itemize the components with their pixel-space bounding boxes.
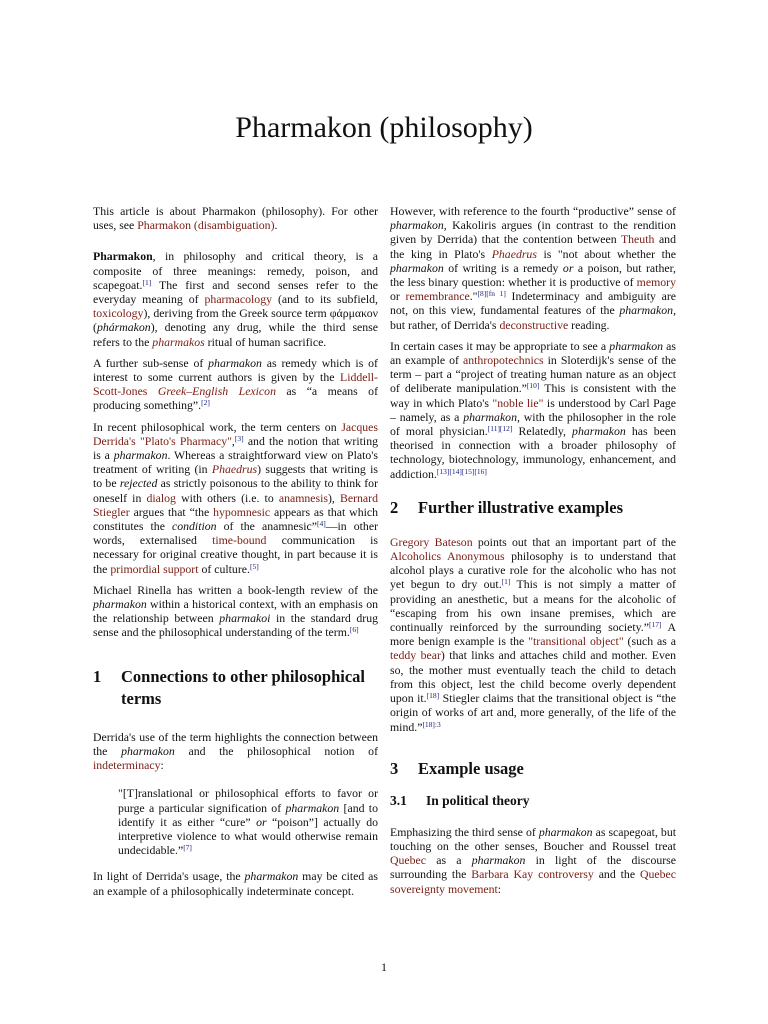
italic: pharmakon xyxy=(121,743,175,758)
text: (and to its subfield, xyxy=(272,292,378,307)
link-dialog[interactable]: dialog xyxy=(146,490,176,505)
text: ritual of human sacrifice. xyxy=(204,334,327,349)
text: ) suggests that writing is to be xyxy=(93,462,379,491)
page-title: Pharmakon (philosophy) xyxy=(235,111,533,144)
text: as “a means of producing something”. xyxy=(93,384,379,413)
italic: pharmakon xyxy=(609,338,664,353)
link-toxicology[interactable]: toxicology xyxy=(93,306,144,321)
text: within a historical context, with an emphasis on the relationship between xyxy=(93,597,378,626)
text: ), deriving from the Greek source term φάρμακον ( xyxy=(93,306,378,335)
italic: pharmakon xyxy=(390,218,444,233)
link-anthropotechnics[interactable]: anthropotechnics xyxy=(463,353,544,368)
text: as an example of xyxy=(390,338,677,368)
text: in Sloterdijk's sense of the term – part a “project of treating human nature as an object of deliberate manipulation.” xyxy=(390,353,676,396)
paragraph-anthropotechnics xyxy=(390,339,676,481)
link-lsj[interactable]: Liddell-Scott-Jones xyxy=(93,370,378,399)
link-noble-lie[interactable]: "noble lie" xyxy=(492,395,544,410)
link-memory[interactable]: memory xyxy=(636,275,676,290)
link-transitional-object[interactable]: "transitional object" xyxy=(528,634,624,649)
text: or xyxy=(390,289,400,304)
text: A more benign example is the xyxy=(390,620,676,649)
text: in the standard drug sense and the philosophical understanding of the term. xyxy=(93,611,379,640)
italic: pharmakon xyxy=(285,800,340,815)
text: communication is necessary for original creative thought, in part because it is the xyxy=(93,533,378,576)
text: as remedy which is of interest to some current authors is given by the xyxy=(93,355,378,385)
italic: condition xyxy=(172,519,217,534)
link-disambiguation[interactable]: Pharmakon (disambiguation) xyxy=(137,218,275,233)
italic: pharmakon xyxy=(93,597,147,612)
paragraph-rinella xyxy=(93,583,378,640)
link-hypomnesic[interactable]: hypomnesic xyxy=(213,504,271,519)
text: and the king in Plato's xyxy=(390,232,676,261)
section-heading-3 xyxy=(390,758,676,780)
ref-2[interactable]: [2] xyxy=(201,398,210,408)
text: Derrida's use of the term highlights the connection between the xyxy=(93,729,378,758)
subsection-heading-3-1 xyxy=(390,792,676,809)
paragraph-derrida: In recent philosophical work, the term centers on Jacques Derrida's "Plato's Pharmacy",[3] and the notion that writing is a pharmakon. Whereas a straightforward view on Plato's treatment of writing (in Phaedrus) suggests that writing is to be rejected as strictly poisonous to the ability to think for oneself in dialog with others (i.e. to anamnesis), Bernard Stiegler argues that “the hypomnesic appears as that which constitutes the condition of the anamnesic”[4]—in other words, externalised time-bound communication is necessary for original creative thought, in part because it is the primordial support of culture.[5] xyxy=(93,419,379,576)
text: Stiegler claims that the transitional object is “the origin of works of art and, more generally, of the life of the mind.” xyxy=(390,691,676,734)
section-number: 1 xyxy=(93,666,102,686)
text: , but rather, of Derrida's xyxy=(390,303,677,332)
text: This is consistent with the way in which Plato's xyxy=(390,381,676,410)
italic: pharmakon xyxy=(619,303,674,318)
text: of writing is a remedy xyxy=(443,260,559,275)
text: ), xyxy=(327,490,335,505)
text: , Kakoliris argues (in contrast to the rendition given by Derrida) that the contention between xyxy=(390,218,676,247)
ref-18[interactable]: [18] xyxy=(426,691,440,701)
text: ." xyxy=(469,289,478,304)
text: , with the philosopher in the role of moral physician. xyxy=(390,409,676,439)
subsection-number: 3.1 xyxy=(390,792,407,808)
text: [and to identify it as either “cure” xyxy=(118,800,378,829)
ref-10[interactable]: [10] xyxy=(526,381,540,391)
ref-13[interactable]: [13][14][15][16] xyxy=(436,466,487,476)
text: as a xyxy=(426,853,462,868)
text: Indeterminacy and ambiguity are not, on this view, fundamental features of the xyxy=(390,289,676,318)
link-teddy-bear[interactable]: teddy bear xyxy=(390,648,441,663)
text: In light of Derrida's usage, the xyxy=(93,869,241,884)
section-heading-2 xyxy=(390,497,676,519)
text: may be cited as an example of a philosophically indeterminate concept. xyxy=(93,869,378,898)
text: and the xyxy=(593,867,636,882)
link-phaedrus[interactable]: Phaedrus xyxy=(211,462,258,477)
link-time-bound[interactable]: time-bound xyxy=(212,533,267,548)
italic: pharmakon xyxy=(572,424,626,439)
link-indeterminacy[interactable]: indeterminacy xyxy=(93,758,161,773)
text: has been theorised in connection with a broader philosophy of technology, biotechnology, immunology, enhancement, and addiction. xyxy=(390,424,676,481)
text: This is not simply a matter of providing an anesthetic, but a means for the alcoholic of “escaping from his own insane premises, which are continually reinforced by the surrounding society.” xyxy=(390,577,676,635)
right-column xyxy=(390,204,676,903)
ref-1[interactable]: [1] xyxy=(142,277,152,287)
ref-8[interactable]: [8][fn 1] xyxy=(477,289,506,299)
text: and the notion that writing is a xyxy=(93,433,378,463)
link-remembrance[interactable]: remembrance xyxy=(405,289,470,304)
greek-translit: phármakon xyxy=(96,320,151,335)
link-phaedrus-2[interactable]: Phaedrus xyxy=(491,246,537,261)
page-number: 1 xyxy=(381,960,387,974)
text: ), denoting any drug, while the third sense refers to the xyxy=(93,320,378,349)
text: A further sub-sense of xyxy=(93,355,204,370)
section-number: 3 xyxy=(390,758,399,778)
left-column xyxy=(93,204,378,905)
text: In recent philosophical work, the term centers on xyxy=(93,419,337,434)
hatnote-text: This article is about Pharmakon (philosophy). For other uses, see xyxy=(93,204,378,233)
paragraph-remedy xyxy=(93,356,378,413)
link-quebec-sovereignty[interactable]: Quebec sovereignty movement xyxy=(390,867,677,896)
link-pharmacology[interactable]: pharmacology xyxy=(204,292,272,307)
intro-term: Pharmakon xyxy=(93,249,153,264)
text: reading. xyxy=(568,317,610,332)
derrida-quote xyxy=(118,786,378,857)
italic: pharmakon xyxy=(390,260,444,275)
italic: pharmakon xyxy=(463,409,517,424)
italic: pharmakon xyxy=(208,355,262,370)
text: “poison”] actually do interpretive violence to what would otherwise remain undecidable.” xyxy=(118,814,378,858)
section-title: Example usage xyxy=(418,758,524,778)
text: : xyxy=(497,881,502,896)
hatnote: This article is about Pharmakon (philosophy). For other uses, see Pharmakon (disambiguation). xyxy=(93,204,378,233)
italic: pharmakon xyxy=(538,824,593,839)
link-derrida[interactable]: Jacques Derrida's "Plato's Pharmacy" xyxy=(93,419,378,448)
link-quebec[interactable]: Quebec xyxy=(390,853,427,868)
text: (such as a xyxy=(623,634,677,649)
text: is understood by Carl Page – namely, as a xyxy=(390,395,677,424)
text: However, with reference to the fourth “productive” sense of xyxy=(390,204,676,218)
text: of culture. xyxy=(198,561,250,576)
ref-4[interactable]: [4] xyxy=(316,519,326,529)
text: Relatedly, xyxy=(512,424,566,439)
text: ) that links and attaches child and mother. Even so, the mother must eventually teach the child to detach from this object, lest the child become overly dependent upon it. xyxy=(390,648,677,706)
italic: pharmakon xyxy=(471,853,526,868)
text: Emphasizing the third sense of xyxy=(390,824,536,839)
link-barbara-kay[interactable]: Barbara Kay controversy xyxy=(471,867,594,882)
text: In certain cases it may be appropriate to see a xyxy=(390,338,607,353)
text: in light of the discourse surrounding the xyxy=(390,853,676,882)
text: is "not about whether the xyxy=(536,246,676,261)
text: —in other words, externalised xyxy=(93,519,378,548)
text: a poison, but rather, the less binary question: whether it is productive of xyxy=(390,260,676,290)
text: "[T]ranslational or philosophical efforts to favor or purge a particular signification of xyxy=(118,786,378,815)
italic: pharmakoi xyxy=(219,611,271,626)
text: argues that “the xyxy=(129,504,210,519)
ref-11[interactable]: [11][12] xyxy=(487,424,513,434)
section-number: 2 xyxy=(390,497,399,517)
text: as scapegoat, but touching on the other senses, Boucher and Roussel treat xyxy=(390,824,676,853)
link-primordial-support[interactable]: primordial support xyxy=(110,561,199,576)
section-title: Further illustrative examples xyxy=(418,497,623,517)
link-deconstructive[interactable]: deconstructive xyxy=(499,317,569,332)
subsection-title: In political theory xyxy=(426,792,530,808)
section-title: Connections to other philosophical terms xyxy=(121,666,366,708)
link-theuth[interactable]: Theuth xyxy=(620,232,655,247)
text: . Whereas a straightforward view on Plato's treatment of writing (in xyxy=(93,448,378,477)
link-alcoholics-anonymous[interactable]: Alcoholics Anonymous xyxy=(390,549,505,564)
text: points out that an important part of the xyxy=(472,534,676,549)
ref-3[interactable]: [3] xyxy=(234,433,244,443)
ref-7[interactable]: [7] xyxy=(183,843,192,853)
paragraph-bateson xyxy=(390,535,676,734)
ref-5[interactable]: [5] xyxy=(249,561,259,571)
text: The first and second senses refer to the everyday meaning of xyxy=(93,277,378,307)
paragraph-indeterminacy xyxy=(93,730,378,773)
text: appears as that which constitutes the xyxy=(93,504,379,534)
ref-6[interactable]: [6] xyxy=(349,625,359,635)
link-stiegler[interactable]: Bernard Stiegler xyxy=(93,490,378,519)
ref-1b[interactable]: [1] xyxy=(501,577,511,587)
link-anamnesis[interactable]: anamnesis xyxy=(278,490,328,505)
text: Michael Rinella has written a book-length review of the xyxy=(93,582,378,597)
paragraph-political-theory xyxy=(390,825,676,896)
link-lsj-lexicon[interactable]: Greek–English Lexicon xyxy=(157,384,276,399)
italic: pharmakon xyxy=(244,869,299,884)
text: of the anamnesic” xyxy=(216,519,317,534)
link-bateson[interactable]: Gregory Bateson xyxy=(390,534,473,549)
italic: or xyxy=(256,814,267,829)
text: philosophy is to understand that alcohol plays a curative role for the alcoholic who has not yet begun to dry out. xyxy=(390,549,676,592)
text: as strictly poisonous to the ability to think for oneself in xyxy=(93,476,378,505)
italic: pharmakon xyxy=(113,448,168,463)
paragraph-kakoliris xyxy=(390,204,676,332)
text: : xyxy=(160,758,164,773)
intro-paragraph xyxy=(93,249,378,348)
ref-18-3[interactable]: [18]:3 xyxy=(422,719,441,729)
text: , in philosophy and critical theory, is a composite of three meanings: remedy, poison, and scapegoat. xyxy=(93,249,378,292)
link-pharmakos[interactable]: pharmakos xyxy=(152,334,205,349)
paragraph-indeterminate-concept xyxy=(93,869,378,897)
text: and the philosophical notion of xyxy=(174,743,378,758)
italic: or xyxy=(562,260,574,275)
text: with others (i.e. to xyxy=(175,490,274,505)
section-heading-1 xyxy=(93,666,378,710)
ref-17[interactable]: [17] xyxy=(648,620,662,630)
italic: rejected xyxy=(119,476,158,491)
